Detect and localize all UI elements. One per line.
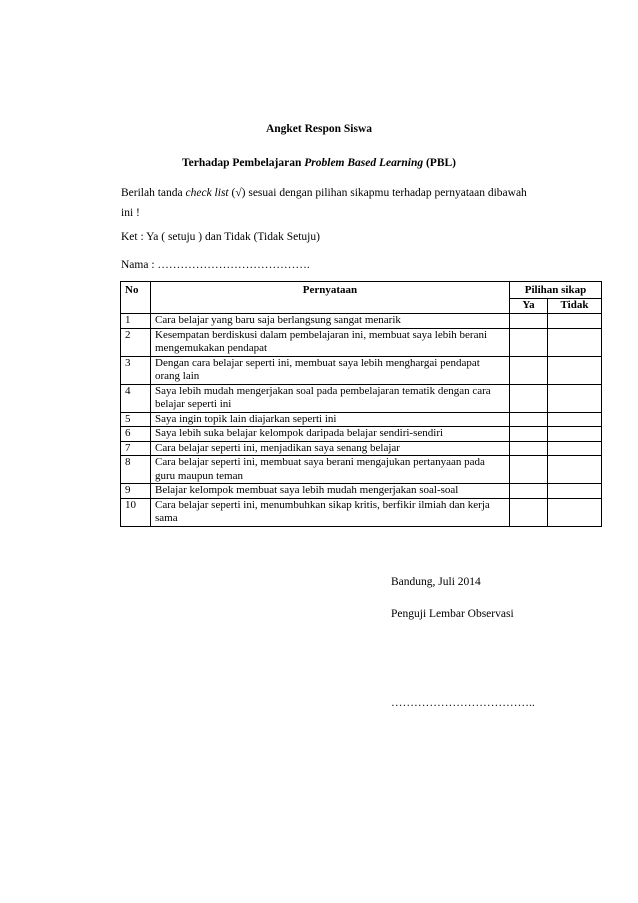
header-tidak: Tidak — [548, 299, 602, 314]
row-number: 7 — [121, 441, 151, 456]
table-row — [121, 384, 602, 412]
subtitle-suffix: (PBL) — [423, 157, 456, 169]
row-statement: Belajar kelompok membuat saya lebih mudah mengerjakan soal-soal — [151, 484, 510, 499]
instruction-paragraph — [121, 183, 541, 223]
row-statement: Cara belajar seperti ini, membuat saya berani mengajukan pertanyaan pada guru maupun teman — [151, 456, 510, 484]
row-statement: Kesempatan berdiskusi dalam pembelajaran ini, membuat saya lebih berani mengemukakan pendapat — [151, 328, 510, 356]
header-choice: Pilihan sikap — [510, 282, 602, 299]
ya-checkbox-cell[interactable] — [510, 356, 548, 384]
tidak-checkbox-cell[interactable] — [548, 484, 602, 499]
signature-line: ……………………………….. — [391, 697, 535, 709]
ya-checkbox-cell[interactable] — [510, 484, 548, 499]
ya-checkbox-cell[interactable] — [510, 441, 548, 456]
ya-checkbox-cell[interactable] — [510, 328, 548, 356]
signature-role: Penguji Lembar Observasi — [391, 608, 514, 620]
tidak-checkbox-cell[interactable] — [548, 441, 602, 456]
legend-note: Ket : Ya ( setuju ) dan Tidak (Tidak Setuju) — [121, 231, 320, 243]
row-statement: Saya ingin topik lain diajarkan seperti ini — [151, 412, 510, 427]
ya-checkbox-cell[interactable] — [510, 456, 548, 484]
tidak-checkbox-cell[interactable] — [548, 384, 602, 412]
table-row — [121, 498, 602, 526]
row-number: 10 — [121, 498, 151, 526]
row-number: 9 — [121, 484, 151, 499]
row-number: 5 — [121, 412, 151, 427]
name-field: Nama : …………………………………. — [121, 259, 310, 271]
ya-checkbox-cell[interactable] — [510, 384, 548, 412]
ya-checkbox-cell[interactable] — [510, 498, 548, 526]
survey-table — [120, 281, 602, 527]
instruction-suffix: (√) sesuai dengan pilihan sikapmu terhadap pernyataan dibawah ini ! — [121, 187, 527, 219]
row-number: 8 — [121, 456, 151, 484]
header-no: No — [121, 282, 151, 314]
ya-checkbox-cell[interactable] — [510, 314, 548, 329]
row-number: 6 — [121, 427, 151, 442]
table-row — [121, 328, 602, 356]
row-statement: Saya lebih mudah mengerjakan soal pada pembelajaran tematik dengan cara belajar seperti ini — [151, 384, 510, 412]
header-ya: Ya — [510, 299, 548, 314]
tidak-checkbox-cell[interactable] — [548, 328, 602, 356]
tidak-checkbox-cell[interactable] — [548, 498, 602, 526]
survey-subtitle — [0, 157, 638, 169]
signature-place-date: Bandung, Juli 2014 — [391, 576, 481, 588]
header-statement: Pernyataan — [151, 282, 510, 314]
row-statement: Cara belajar seperti ini, menumbuhkan sikap kritis, berfikir ilmiah dan kerja sama — [151, 498, 510, 526]
ya-checkbox-cell[interactable] — [510, 427, 548, 442]
table-row — [121, 456, 602, 484]
row-number: 3 — [121, 356, 151, 384]
tidak-checkbox-cell[interactable] — [548, 356, 602, 384]
row-statement: Cara belajar seperti ini, menjadikan saya senang belajar — [151, 441, 510, 456]
row-statement: Dengan cara belajar seperti ini, membuat saya lebih menghargai pendapat orang lain — [151, 356, 510, 384]
row-statement: Cara belajar yang baru saja berlangsung sangat menarik — [151, 314, 510, 329]
instruction-italic: check list — [185, 187, 229, 199]
tidak-checkbox-cell[interactable] — [548, 456, 602, 484]
survey-title: Angket Respon Siswa — [265, 123, 373, 135]
table-row — [121, 314, 602, 329]
table-row — [121, 427, 602, 442]
table-row — [121, 412, 602, 427]
row-statement: Saya lebih suka belajar kelompok daripada belajar sendiri-sendiri — [151, 427, 510, 442]
row-number: 4 — [121, 384, 151, 412]
instruction-prefix: Berilah tanda — [121, 187, 186, 199]
ya-checkbox-cell[interactable] — [510, 412, 548, 427]
subtitle-italic: Problem Based Learning — [304, 157, 424, 169]
row-number: 1 — [121, 314, 151, 329]
table-row — [121, 484, 602, 499]
table-row — [121, 356, 602, 384]
tidak-checkbox-cell[interactable] — [548, 412, 602, 427]
subtitle-prefix: Terhadap Pembelajaran — [182, 157, 305, 169]
tidak-checkbox-cell[interactable] — [548, 314, 602, 329]
tidak-checkbox-cell[interactable] — [548, 427, 602, 442]
row-number: 2 — [121, 328, 151, 356]
table-row — [121, 441, 602, 456]
